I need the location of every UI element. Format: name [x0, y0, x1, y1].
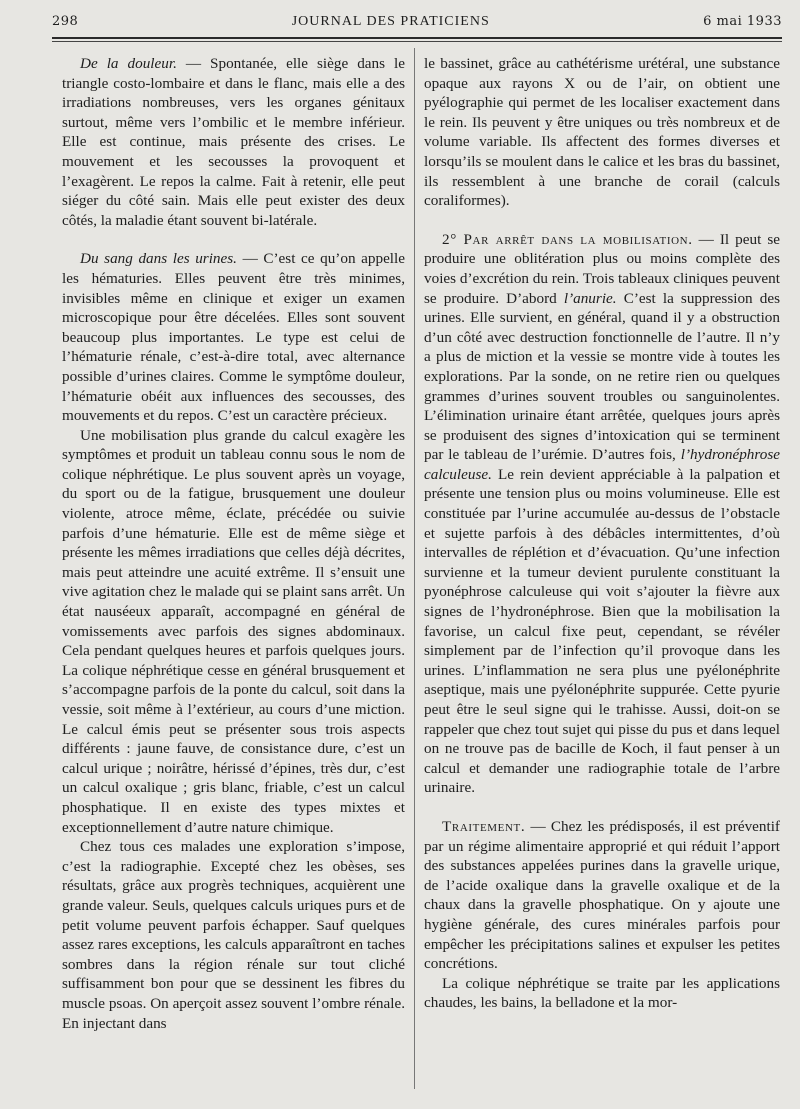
- text-arret-c: Le rein devient appréciable à la palpation et présente une tension plus ou moins volumineuse. Elle est constituée par l’urine accumulée au-dessus de l’obstacle et sujette parfois à des débâcles intermittentes, d’où intervalles de réplétion et d’évacuation. Qu’une infection survienne et la tumeur devient purulente constituant la pyonéphrose calculeuse qui voit s’ajouter la fièvre aux signes de l’hydronéphrose. Bien que la mobilisation la favorise, un calcul fixe peut, cependant, se révéler simplement par de l’infection qu’il provoque dans les urines. L’inflammation ne sera plus une pyélonéphrite aseptique, mais une pyélonéphrite suppurée. Cette pyurie peut être le seul signe qui le trahisse. Aussi, doit-on se rappeler que chez tout sujet qui pisse du pus et dans lequel on ne trouve pas de bacille de Koch, il faut penser à un calcul et demander une radiographie totale de l’arbre urinaire.: [424, 465, 780, 797]
- paragraph-traitement: [424, 817, 780, 974]
- text-traitement: — Chez les prédisposés, il est préventif par un régime alimentaire approprié et qui réduit l’apport des substances appelées purines dans la gravelle urique, de l’acide oxalique dans la gravelle oxalique et de la chaux dans la gravelle phosphatique. On y ajoute une hygiène générale, des cures minérales parfois pour empêcher les précipitations salines et expulser les petites concrétions.: [424, 817, 780, 973]
- paragraph-douleur: [62, 54, 405, 230]
- heading-sang: Du sang dans les urines.: [80, 250, 237, 268]
- right-column: [424, 54, 780, 1075]
- heading-arret: 2° Par arrêt dans la mobilisation.: [442, 230, 693, 248]
- paragraph-pyelographie: le bassinet, grâce au cathétérisme urétéral, une substance opaque aux rayons X ou de l’air, on obtient une pyélographie qui permet de les localiser exactement dans le rein. Ils peuvent y être uniques ou très nombreux et de volume variable. Ils affectent des formes diverses et lorsqu’ils se moulent dans le calice et les bras du bassinet, ils ressemblent à une branche de corail (calculs coraliformes).: [424, 55, 780, 210]
- header-rule: [52, 37, 782, 39]
- term-anurie: l’anurie.: [563, 289, 617, 307]
- heading-traitement: Traitement.: [442, 817, 526, 835]
- issue-date: 6 mai 1933: [703, 14, 782, 29]
- page-header: [52, 14, 782, 36]
- text-arret-b: C’est la suppression des urines. Elle survient, en général, quand il y a obstruction d’un côté avec destruction fonctionnelle de l’autre. Il n’y a plus de miction et la vessie se montre vide à toutes les explorations. Par la sonde, on ne retire rien ou quelques grammes d’urines souvent troubles ou sanguinolentes. L’élimination urinaire étant arrêtée, quelques jours après se produisent des signes d’intoxication qui se terminent par le tableau de l’urémie. D’autres fois,: [424, 289, 780, 464]
- paragraph-colique-traitement: La colique néphrétique se traite par les applications chaudes, les bains, la belladone et la mor-: [424, 974, 780, 1012]
- page-number: 298: [52, 14, 79, 29]
- term-hydronephrose: l’hydronéphrose calculeuse.: [424, 446, 780, 483]
- text-douleur: — Spontanée, elle siège dans le triangle costo-lombaire et dans le flanc, mais elle a des irradiations nombreuses, vers les organes génitaux surtout, même vers l’ombilic et le membre inférieur. Elle est continue, mais présente des crises. Le mouvement et les secousses la provoquent et l’exagèrent. Le repos la calme. Fait à retenir, elle peut siéger du côté sain. Mais elle peut exister des deux côtés, la maladie étant souvent bi-latérale.: [62, 55, 405, 229]
- paragraph-radiographie: Chez tous ces malades une exploration s’impose, c’est la radiographie. Excepté chez les obèses, ses résultats, grâce aux progrès techniques, acquièrent une grande valeur. Seuls, quelques calculs uriques purs et de petit volume peuvent parfois échapper. Sauf quelques assez rares exceptions, les calculs apparaîtront en taches sombres dans la région rénale sur tout cliché suffisamment bon pour que se dessinent les fibres du muscle psoas. On aperçoit assez souvent l’ombre rénale. En injectant dans: [62, 838, 405, 1032]
- journal-title: JOURNAL DES PRATICIENS: [291, 14, 490, 29]
- paragraph-colique: Une mobilisation plus grande du calcul exagère les symptômes et produit un tableau connu sous le nom de colique néphrétique. Le plus souvent après un voyage, du sport ou de la fatigue, brusquement une douleur violente, atroce même, éclate, précédée ou suivie parfois d’une hématurie. Elle est de même siège et présente les mêmes irradiations que celles déjà décrites, mais peut atteindre une acuité extrême. Il s’ensuit une vive agitation chez le malade qui se plaint sans arrêt. Un état nauséeux apparaît, accompagné en général de vomissements avec parfois des signes abdominaux. Cela pendant quelques heures et parfois quelques jours. La colique néphrétique cesse en général brusquement et s’accompagne parfois de la ponte du calcul, soit dans la vessie, soit même à l’extérieur, au cours d’une miction. Le calcul émis peut se présenter sous trois aspects différents : jaune fauve, de consistance dure, c’est un calcul urique ; noirâtre, hérissé d’épines, très dur, c’est un calcul oxalique ; gris blanc, friable, c’est un calcul phosphatique. Il en existe des types mixtes et exceptionnellement d’autre nature chimique.: [62, 426, 405, 836]
- heading-douleur: De la douleur.: [80, 55, 177, 72]
- left-column: [62, 54, 405, 1075]
- text-sang: — C’est ce qu’on appelle les hématuries. Elles peuvent être très minimes, invisibles même en clinique et exiger un examen microscopique pour être décelées. Elles sont souvent beaucoup plus importantes. Le type est celui de l’hématurie rénale, c’est-à-dire total, avec alternance possible d’urines claires. Comme le symptôme douleur, l’hématurie obéit aux influences des secousses, des mouvements et du repos. C’est un caractère précieux.: [62, 250, 405, 425]
- column-divider: [414, 48, 415, 1089]
- paragraph-sang: [62, 249, 405, 425]
- text-arret-a: — Il peut se produire une oblitération plus ou moins complète des voies d’excrétion du rein. Trois tableaux cliniques peuvent se produire. D’abord: [424, 230, 780, 307]
- paragraph-arret: [424, 230, 780, 798]
- header-rule-thin: [52, 41, 782, 42]
